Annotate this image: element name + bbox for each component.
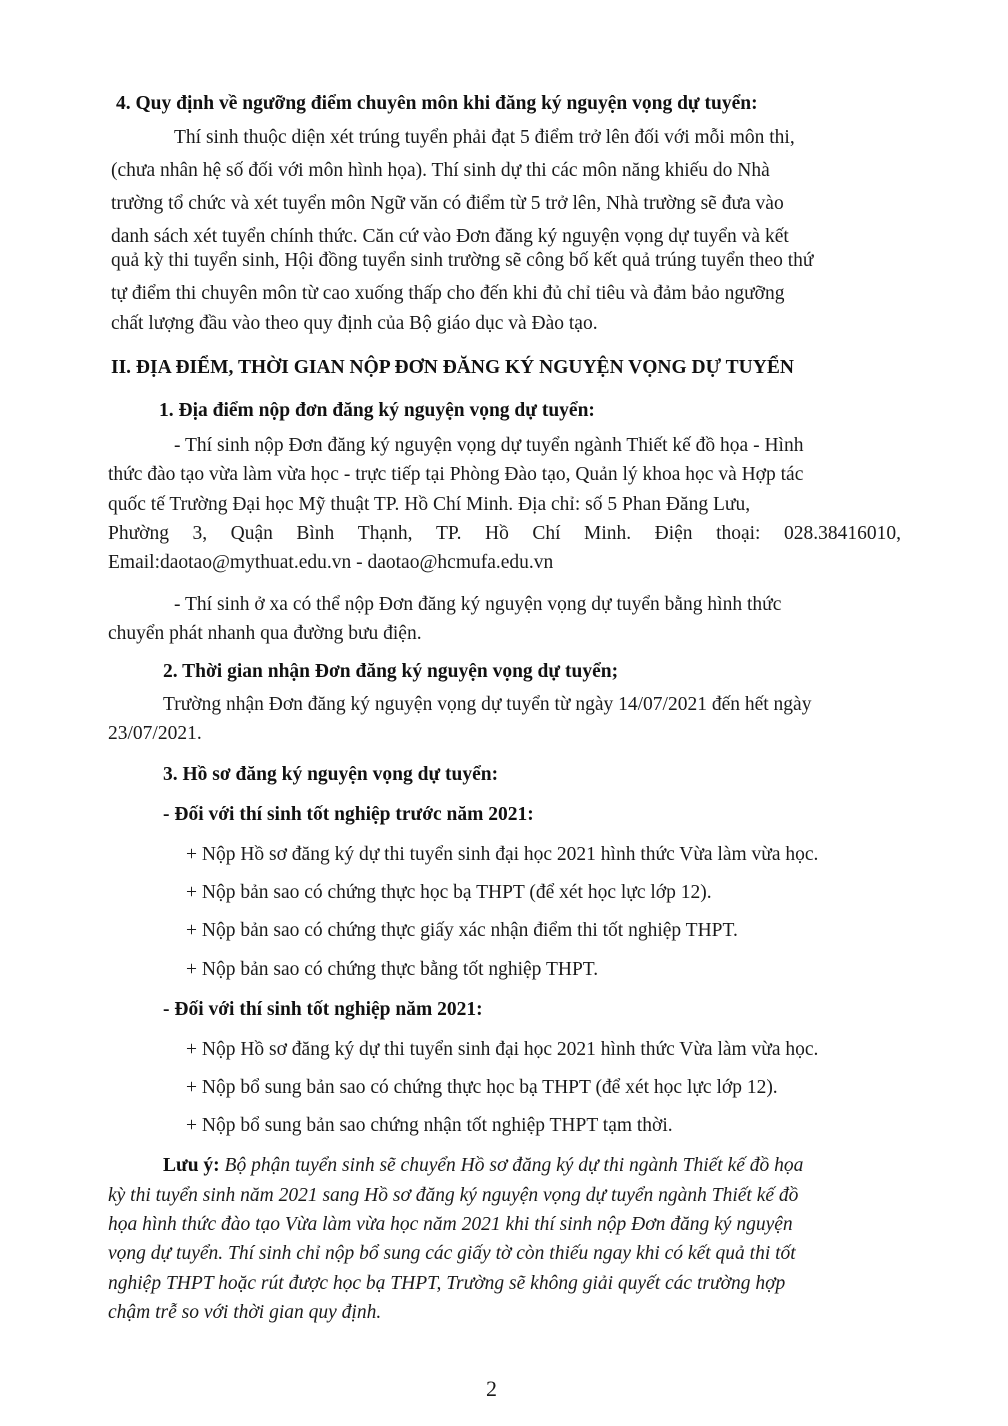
paragraph-line: (chưa nhân hệ số đối với môn hình họa). Thí sinh dự thi các môn năng khiếu do Nhà	[111, 160, 770, 181]
note-line: nghiệp THPT hoặc rút được học bạ THPT, Trường sẽ không giải quyết các trường hợp	[108, 1273, 786, 1294]
note-first-line	[163, 1156, 803, 1176]
paragraph-line: 23/07/2021.	[108, 723, 202, 744]
subsection-1-heading: 1. Địa điểm nộp đơn đăng ký nguyện vọng dự tuyển:	[159, 400, 595, 421]
paragraph-line-justified: Phường 3, Quận Bình Thạnh, TP. Hồ Chí Minh. Điện thoại: 028.38416010,	[108, 523, 901, 544]
group-b-heading: - Đối với thí sinh tốt nghiệp năm 2021:	[163, 999, 483, 1020]
note-line: kỳ thi tuyển sinh năm 2021 sang Hồ sơ đăng ký nguyện vọng dự tuyển ngành Thiết kế đồ	[108, 1185, 799, 1206]
paragraph-line: trường tổ chức và xét tuyển môn Ngữ văn có điểm từ 5 trở lên, Nhà trường sẽ đưa vào	[111, 193, 784, 214]
list-item: + Nộp Hồ sơ đăng ký dự thi tuyển sinh đại học 2021 hình thức Vừa làm vừa học.	[186, 1039, 819, 1060]
list-item: + Nộp bản sao có chứng thực bằng tốt nghiệp THPT.	[186, 959, 599, 980]
list-item: + Nộp bổ sung bản sao có chứng thực học bạ THPT (để xét học lực lớp 12).	[186, 1077, 778, 1098]
note-line: họa hình thức đào tạo Vừa làm vừa học năm 2021 khi thí sinh nộp Đơn đăng ký nguyện	[108, 1214, 793, 1235]
paragraph-line: - Thí sinh ở xa có thể nộp Đơn đăng ký nguyện vọng dự tuyển bằng hình thức	[174, 594, 782, 615]
note-label: Lưu ý:	[163, 1155, 220, 1176]
list-item: + Nộp bổ sung bản sao chứng nhận tốt nghiệp THPT tạm thời.	[186, 1115, 673, 1136]
subsection-2-heading: 2. Thời gian nhận Đơn đăng ký nguyện vọng dự tuyển;	[163, 661, 619, 682]
group-a-heading: - Đối với thí sinh tốt nghiệp trước năm 2021:	[163, 804, 534, 825]
paragraph-line: tự điểm thi chuyên môn từ cao xuống thấp cho đến khi đủ chỉ tiêu và đảm bảo ngưỡng	[111, 283, 785, 304]
note-line: vọng dự tuyển. Thí sinh chỉ nộp bổ sung các giấy tờ còn thiếu ngay khi có kết quả thi tốt	[108, 1243, 796, 1264]
paragraph-line: chuyển phát nhanh qua đường bưu điện.	[108, 623, 422, 644]
page-number: 2	[486, 1376, 497, 1401]
paragraph-line: quốc tế Trường Đại học Mỹ thuật TP. Hồ Chí Minh. Địa chỉ: số 5 Phan Đăng Lưu,	[108, 494, 751, 515]
note-text: Bộ phận tuyển sinh sẽ chuyển Hồ sơ đăng ký dự thi ngành Thiết kế đồ họa	[224, 1155, 804, 1176]
list-item: + Nộp Hồ sơ đăng ký dự thi tuyển sinh đại học 2021 hình thức Vừa làm vừa học.	[186, 844, 819, 865]
paragraph-line: danh sách xét tuyển chính thức. Căn cứ vào Đơn đăng ký nguyện vọng dự tuyển và kết	[111, 226, 789, 247]
list-item: + Nộp bản sao có chứng thực giấy xác nhận điểm thi tốt nghiệp THPT.	[186, 920, 738, 941]
paragraph-line: thức đào tạo vừa làm vừa học - trực tiếp tại Phòng Đào tạo, Quản lý khoa học và Hợp tác	[108, 464, 804, 485]
paragraph-line: chất lượng đầu vào theo quy định của Bộ giáo dục và Đào tạo.	[111, 313, 598, 334]
section-2-heading: II. ĐỊA ĐIỂM, THỜI GIAN NỘP ĐƠN ĐĂNG KÝ NGUYỆN VỌNG DỰ TUYỂN	[111, 357, 794, 378]
paragraph-line: quả kỳ thi tuyển sinh, Hội đồng tuyển sinh trường sẽ công bố kết quả trúng tuyển theo thứ	[111, 250, 814, 271]
note-line: chậm trễ so với thời gian quy định.	[108, 1302, 382, 1323]
paragraph-line: Trường nhận Đơn đăng ký nguyện vọng dự tuyển từ ngày 14/07/2021 đến hết ngày	[163, 694, 812, 715]
paragraph-line: Thí sinh thuộc diện xét trúng tuyển phải đạt 5 điểm trở lên đối với mỗi môn thi,	[174, 127, 795, 148]
section-4-heading: 4. Quy định về ngưỡng điểm chuyên môn khi đăng ký nguyện vọng dự tuyển:	[116, 93, 758, 114]
subsection-3-heading: 3. Hồ sơ đăng ký nguyện vọng dự tuyển:	[163, 764, 499, 785]
email-line: Email:daotao@mythuat.edu.vn - daotao@hcmufa.edu.vn	[108, 552, 554, 573]
list-item: + Nộp bản sao có chứng thực học bạ THPT (để xét học lực lớp 12).	[186, 882, 712, 903]
paragraph-line: - Thí sinh nộp Đơn đăng ký nguyện vọng dự tuyển ngành Thiết kế đồ họa - Hình	[174, 435, 804, 456]
